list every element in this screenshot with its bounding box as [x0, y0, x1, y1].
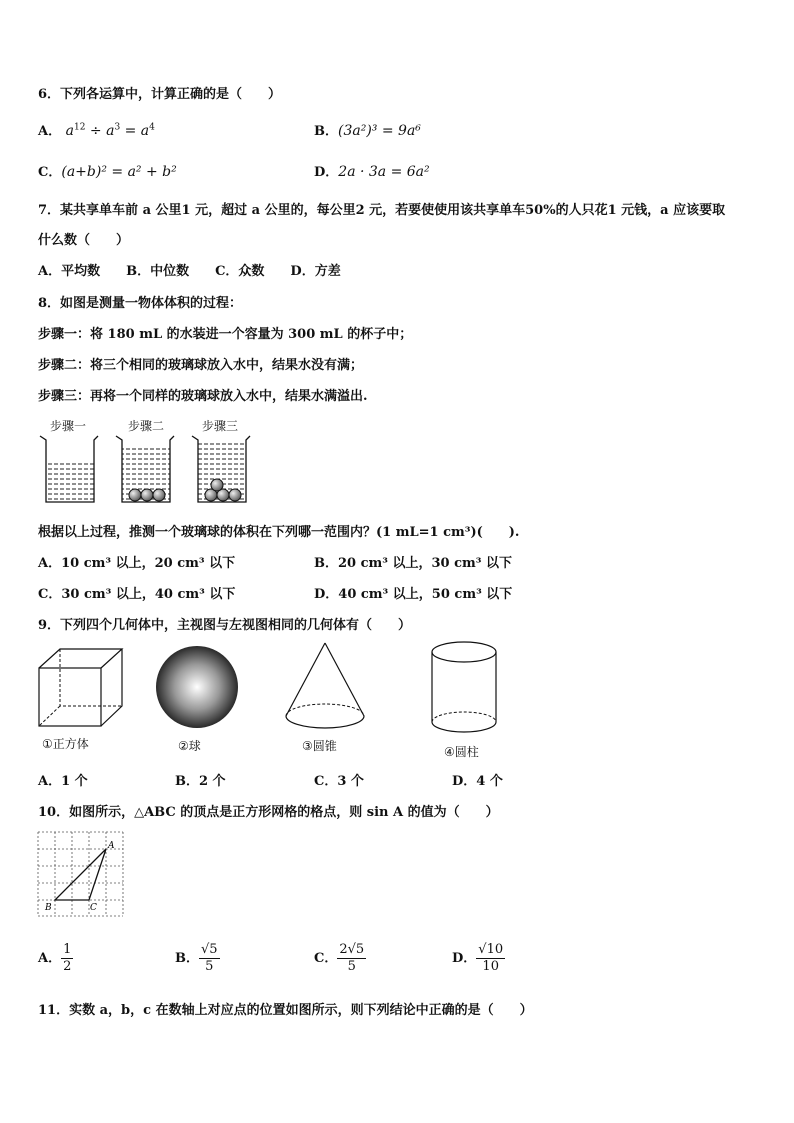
q6-option-a [38, 120, 155, 139]
point-b-label: B [45, 903, 52, 913]
q10-option-b-fraction: $\frac{√5}{5}$ [201, 942, 218, 974]
q9-option-b: B．2 个 [175, 774, 226, 789]
question-10-stem: 10．如图所示，△ABC 的顶点是正方形网格的格点，则 sin A 的值为（ ） [38, 805, 499, 820]
q8-step2: 步骤二：将三个相同的玻璃球放入水中，结果水没有满； [38, 358, 364, 373]
q6-option-d: D．2a · 3a = 6a² [314, 164, 430, 180]
cube-figure [36, 646, 126, 730]
question-7-stem-line1: 7．某共享单车前 a 公里1 元，超过 a 公里的，每公里2 元，若要使使用该共享单车50%的人只花1 元钱，a 应该要取 [38, 203, 726, 218]
beaker-1 [40, 436, 98, 502]
q10-option-c: C． $\frac{2√5}{5}$ [314, 942, 365, 974]
q10-option-c-fraction: $\frac{2√5}{5}$ [339, 942, 365, 974]
beaker-1-label: 步骤一 [50, 419, 87, 433]
question-6-stem: 6．下列各运算中，计算正确的是（ ） [38, 87, 282, 102]
cylinder-caption: ④圆柱 [444, 745, 479, 759]
q6-option-b: B．(3a²)³ = 9a⁶ [314, 123, 421, 139]
q10-option-a: A． $\frac{1}{2}$ [38, 942, 72, 974]
triangle-grid-figure [36, 830, 128, 920]
q10-option-d-fraction: $\frac{√10}{10}$ [478, 942, 504, 974]
q6-option-d-expr: 2a · 3a = 6a² [338, 164, 430, 180]
point-a-label: A [108, 841, 115, 851]
question-8-stem: 8．如图是测量一物体体积的过程： [38, 296, 243, 311]
q10-option-b: B． $\frac{√5}{5}$ [175, 942, 218, 974]
q8-step3: 步骤三：再将一个同样的玻璃球放入水中，结果水满溢出. [38, 389, 368, 404]
q8-option-b: B．20 cm³ 以上，30 cm³ 以下 [314, 556, 513, 571]
beakers-figure [36, 432, 258, 506]
question-9-stem: 9．下列四个几何体中，主视图与左视图相同的几何体有（ ） [38, 618, 412, 633]
beaker-3-label: 步骤三 [202, 419, 239, 433]
q10-option-d: D． $\frac{√10}{10}$ [452, 942, 504, 974]
q7-options: A．平均数 B．中位数 C．众数 D．方差 [38, 264, 341, 279]
q8-option-d: D．40 cm³ 以上，50 cm³ 以下 [314, 587, 513, 602]
cone-figure [282, 640, 368, 732]
q9-option-c: C．3 个 [314, 774, 364, 789]
q8-question: 根据以上过程，推测一个玻璃球的体积在下列哪一范围内？(1 mL=1 cm³)( ). [38, 525, 520, 540]
beaker-3 [192, 436, 250, 502]
q8-option-a: A．10 cm³ 以上，20 cm³ 以下 [38, 556, 236, 571]
point-c-label: C [90, 903, 97, 913]
q6-option-a-expr: $a^{12} \div a^3 = a^4$ [65, 122, 155, 139]
q9-option-a: A．1 个 [38, 774, 88, 789]
sphere-caption: ②球 [178, 739, 201, 753]
q6-option-b-expr: (3a²)³ = 9a⁶ [338, 123, 421, 139]
beaker-2-label: 步骤二 [128, 419, 165, 433]
beaker-2 [116, 436, 174, 502]
q10-option-a-fraction: $\frac{1}{2}$ [63, 942, 72, 974]
sphere-figure [154, 644, 240, 730]
cone-caption: ③圆锥 [302, 739, 337, 753]
question-11-stem: 11．实数 a，b，c 在数轴上对应点的位置如图所示，则下列结论中正确的是（ ） [38, 1003, 533, 1018]
cube-caption: ①正方体 [42, 737, 89, 751]
question-7-stem-line2: 什么数（ ） [38, 233, 130, 248]
q8-option-c: C．30 cm³ 以上，40 cm³ 以下 [38, 587, 236, 602]
q6-option-c-expr: (a+b)² = a² + b² [61, 164, 177, 180]
q6-option-a-label: A． [38, 124, 62, 139]
q9-option-d: D．4 个 [452, 774, 503, 789]
q6-option-c: C．(a+b)² = a² + b² [38, 164, 177, 180]
cylinder-figure [428, 638, 500, 738]
q8-step1: 步骤一：将 180 mL 的水装进一个容量为 300 mL 的杯子中； [38, 327, 413, 342]
